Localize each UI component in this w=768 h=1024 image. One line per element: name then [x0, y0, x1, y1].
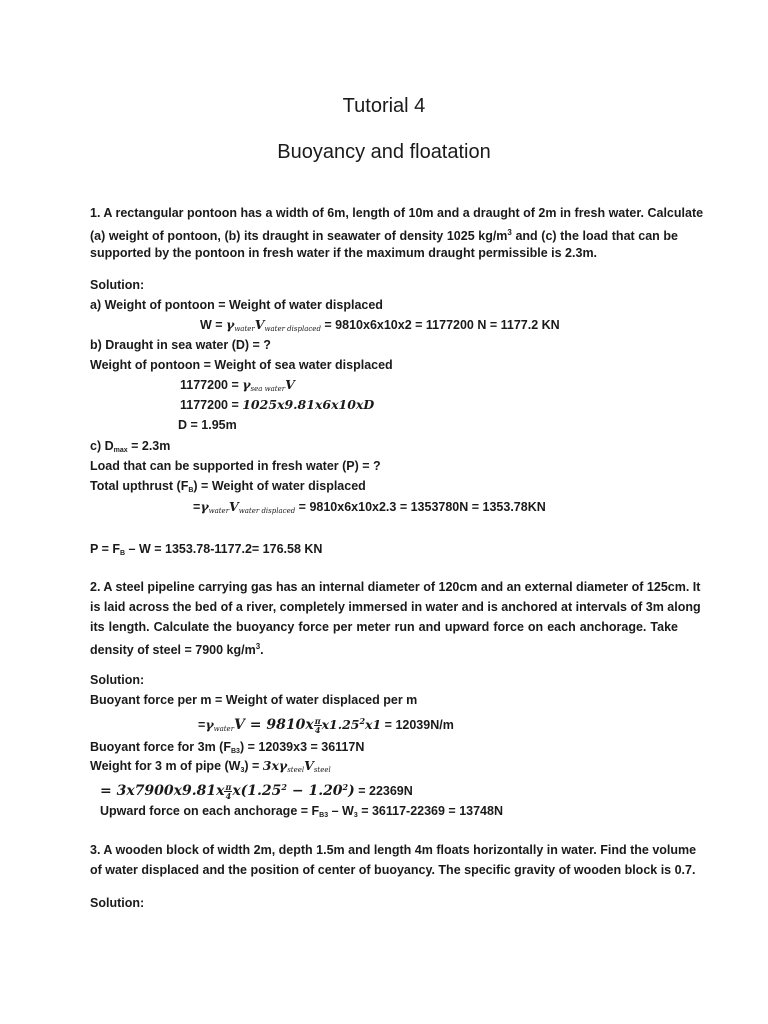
problem-2-solution-label: Solution: — [90, 673, 145, 687]
p1-part-c-upthrust: Total upthrust $(F_B)$ = Weight of water displaced — [90, 479, 366, 494]
p1-part-b-equation-2: 1177200 = 1025x9.81x6x10xD — [180, 397, 375, 412]
problem-3-line-1: 3. A wooden block of width 2m, depth 1.5m and length 4m floats horizontally in water. Find the volume — [90, 843, 697, 857]
p2-buoyant-equation: $=\gamma_{water}V = 9810x$ $\frac{\pi}{4}$ $x1.25^2x1 = 12039N/m$ — [198, 716, 454, 735]
p1-part-b-line: Weight of pontoon = Weight of sea water displaced — [90, 358, 393, 372]
problem-1-line-2: (a) weight of pontoon, (b) its draught in seawater of density 1025 $kg/m^3$ and (c) the load that can be — [90, 228, 678, 243]
problem-3-solution-label: Solution: — [90, 896, 145, 910]
page-title: Tutorial 4 — [342, 95, 426, 117]
p2-upward-force: Upward force on each anchorage = $F_{B3} - W_3 = 36117-22369 = 13748N$ — [100, 804, 503, 819]
p1-part-c-equation: $=\gamma_{water}V_{water displaced} = 9810x6x10x2.3 = 1353780N = 1353.78KN$ — [193, 499, 546, 515]
problem-1-line-1: 1. A rectangular pontoon has a width of 6m, length of 10m and a draught of 2m in fresh water. Calculate — [90, 206, 704, 220]
p2-weight-3m: Weight for 3 m of pipe $(W_3) = 3x\gamma_{steel}V_{steel}$ — [90, 758, 331, 774]
problem-2-line-1: 2. A steel pipeline carrying gas has an internal diameter of 120cm and an external diameter of 125cm. It — [90, 580, 701, 594]
p1-part-b-result: D = 1.95m — [178, 418, 237, 432]
p2-weight-equation: = 3x7900x9.81x $\frac{\pi}{4}$ $x(1.25^2 - 1.20^2) = 22369N$ — [100, 781, 413, 801]
p1-part-c-load: Load that can be supported in fresh water (P) = ? — [90, 459, 381, 473]
p2-buoyant-3m: Buoyant force for 3m $(F_{B3}) = 12039x3 = 36117N$ — [90, 740, 365, 755]
problem-1-solution-label: Solution: — [90, 278, 145, 292]
problem-3-line-2: of water displaced and the position of center of buoyancy. The specific gravity of wooden block is 0.7. — [90, 863, 696, 877]
p2-buoyant-heading: Buoyant force per m = Weight of water displaced per m — [90, 693, 418, 707]
problem-2-line-3: its length. Calculate the buoyancy force per meter run and upward force on each anchorage. Take — [90, 620, 678, 634]
p1-result-p: $P = F_B - W = 1353.78-1177.2= 176.58$ KN — [90, 542, 323, 557]
p1-part-c-heading: c) $D_{max} = 2.3m$ — [90, 439, 171, 454]
problem-2-line-2: is laid across the bed of a river, completely immersed in water and is anchored at intervals of 3m along — [90, 600, 701, 614]
problem-1-line-3: supported by the pontoon in fresh water if the maximum draught permissible is 2.3m. — [90, 246, 598, 260]
p1-part-a-equation: $W = \gamma_{water}V_{water displaced} = 9810x6x10x2 = 1177200$ N = 1177.2 KN — [200, 317, 560, 333]
p1-part-b-equation-1: $1177200 = \gamma_{sea water}V$ — [180, 377, 295, 393]
problem-2-line-4: density of steel = 7900 $kg/m^3$. — [90, 642, 264, 657]
page-subtitle: Buoyancy and floatation — [277, 141, 491, 163]
p1-part-a-heading: a) Weight of pontoon = Weight of water displaced — [90, 298, 383, 312]
p1-part-b-heading: b) Draught in sea water (D) = ? — [90, 338, 271, 352]
